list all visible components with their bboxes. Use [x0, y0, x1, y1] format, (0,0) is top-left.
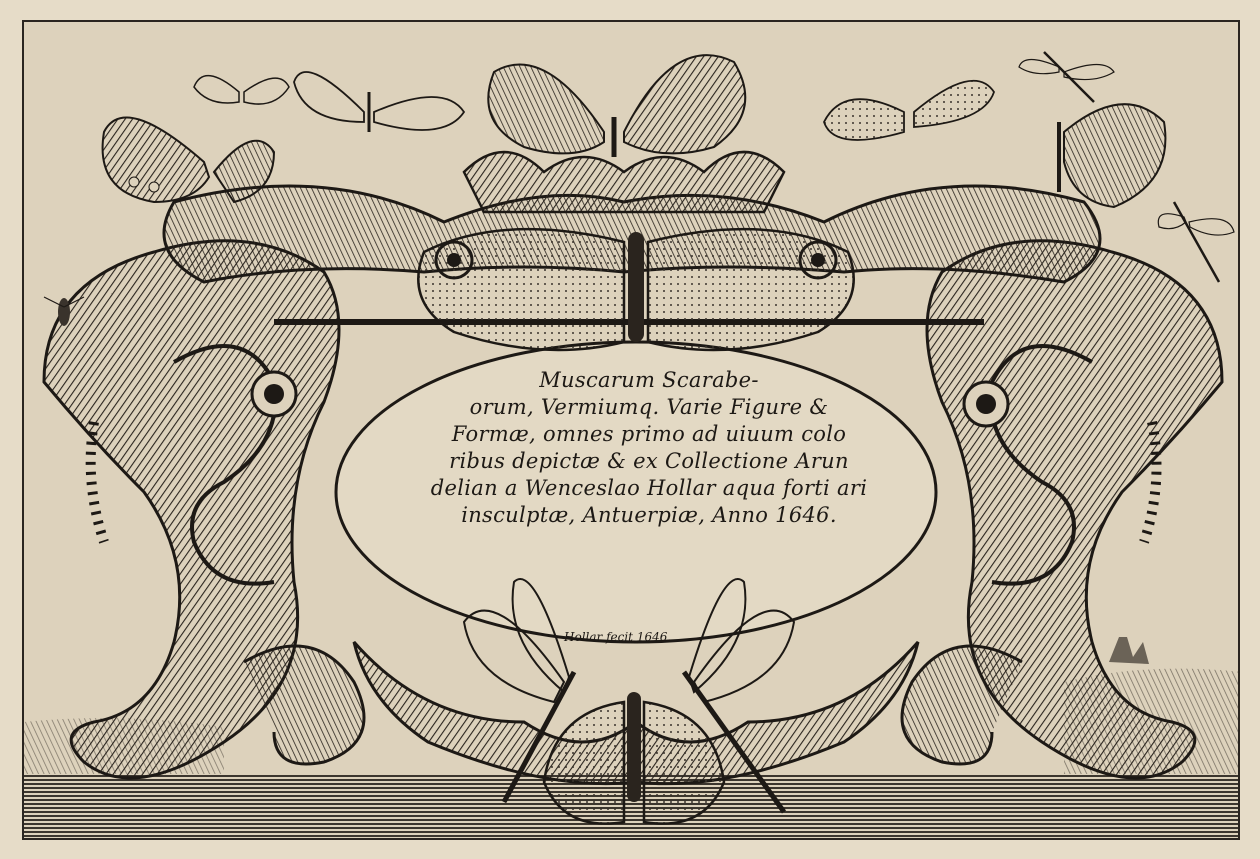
butterfly-top-left-icon [103, 117, 274, 202]
title-line: Formæ, omnes primo ad uiuum colo [451, 422, 847, 446]
title-line: insculptæ, Antuerpiæ, Anno 1646. [461, 503, 837, 527]
dragonfly-right-icon [1158, 202, 1234, 282]
title-line: delian a Wenceslao Hollar aqua forti ari [430, 476, 868, 500]
title-line: Muscarum Scarabe- [539, 368, 759, 392]
moth-top-left-icon [294, 72, 464, 132]
moth-top-right-icon [824, 81, 994, 140]
dragonfly-top-right-icon [1019, 52, 1114, 102]
artist-signature: Hollar fecit 1646. [564, 630, 672, 644]
etched-plate [22, 20, 1240, 840]
cartouche-title-text [364, 367, 934, 529]
distant-castle-icon [1109, 637, 1149, 664]
title-line: orum, Vermiumq. Varie Figure & [469, 395, 829, 419]
butterfly-top-right-icon [1059, 104, 1165, 207]
title-line: ribus depictæ & ex Collectione Arun [449, 449, 849, 473]
butterfly-top-center-icon [488, 55, 745, 157]
small-moth-left-icon [194, 76, 289, 104]
central-moth-icon [418, 229, 853, 350]
